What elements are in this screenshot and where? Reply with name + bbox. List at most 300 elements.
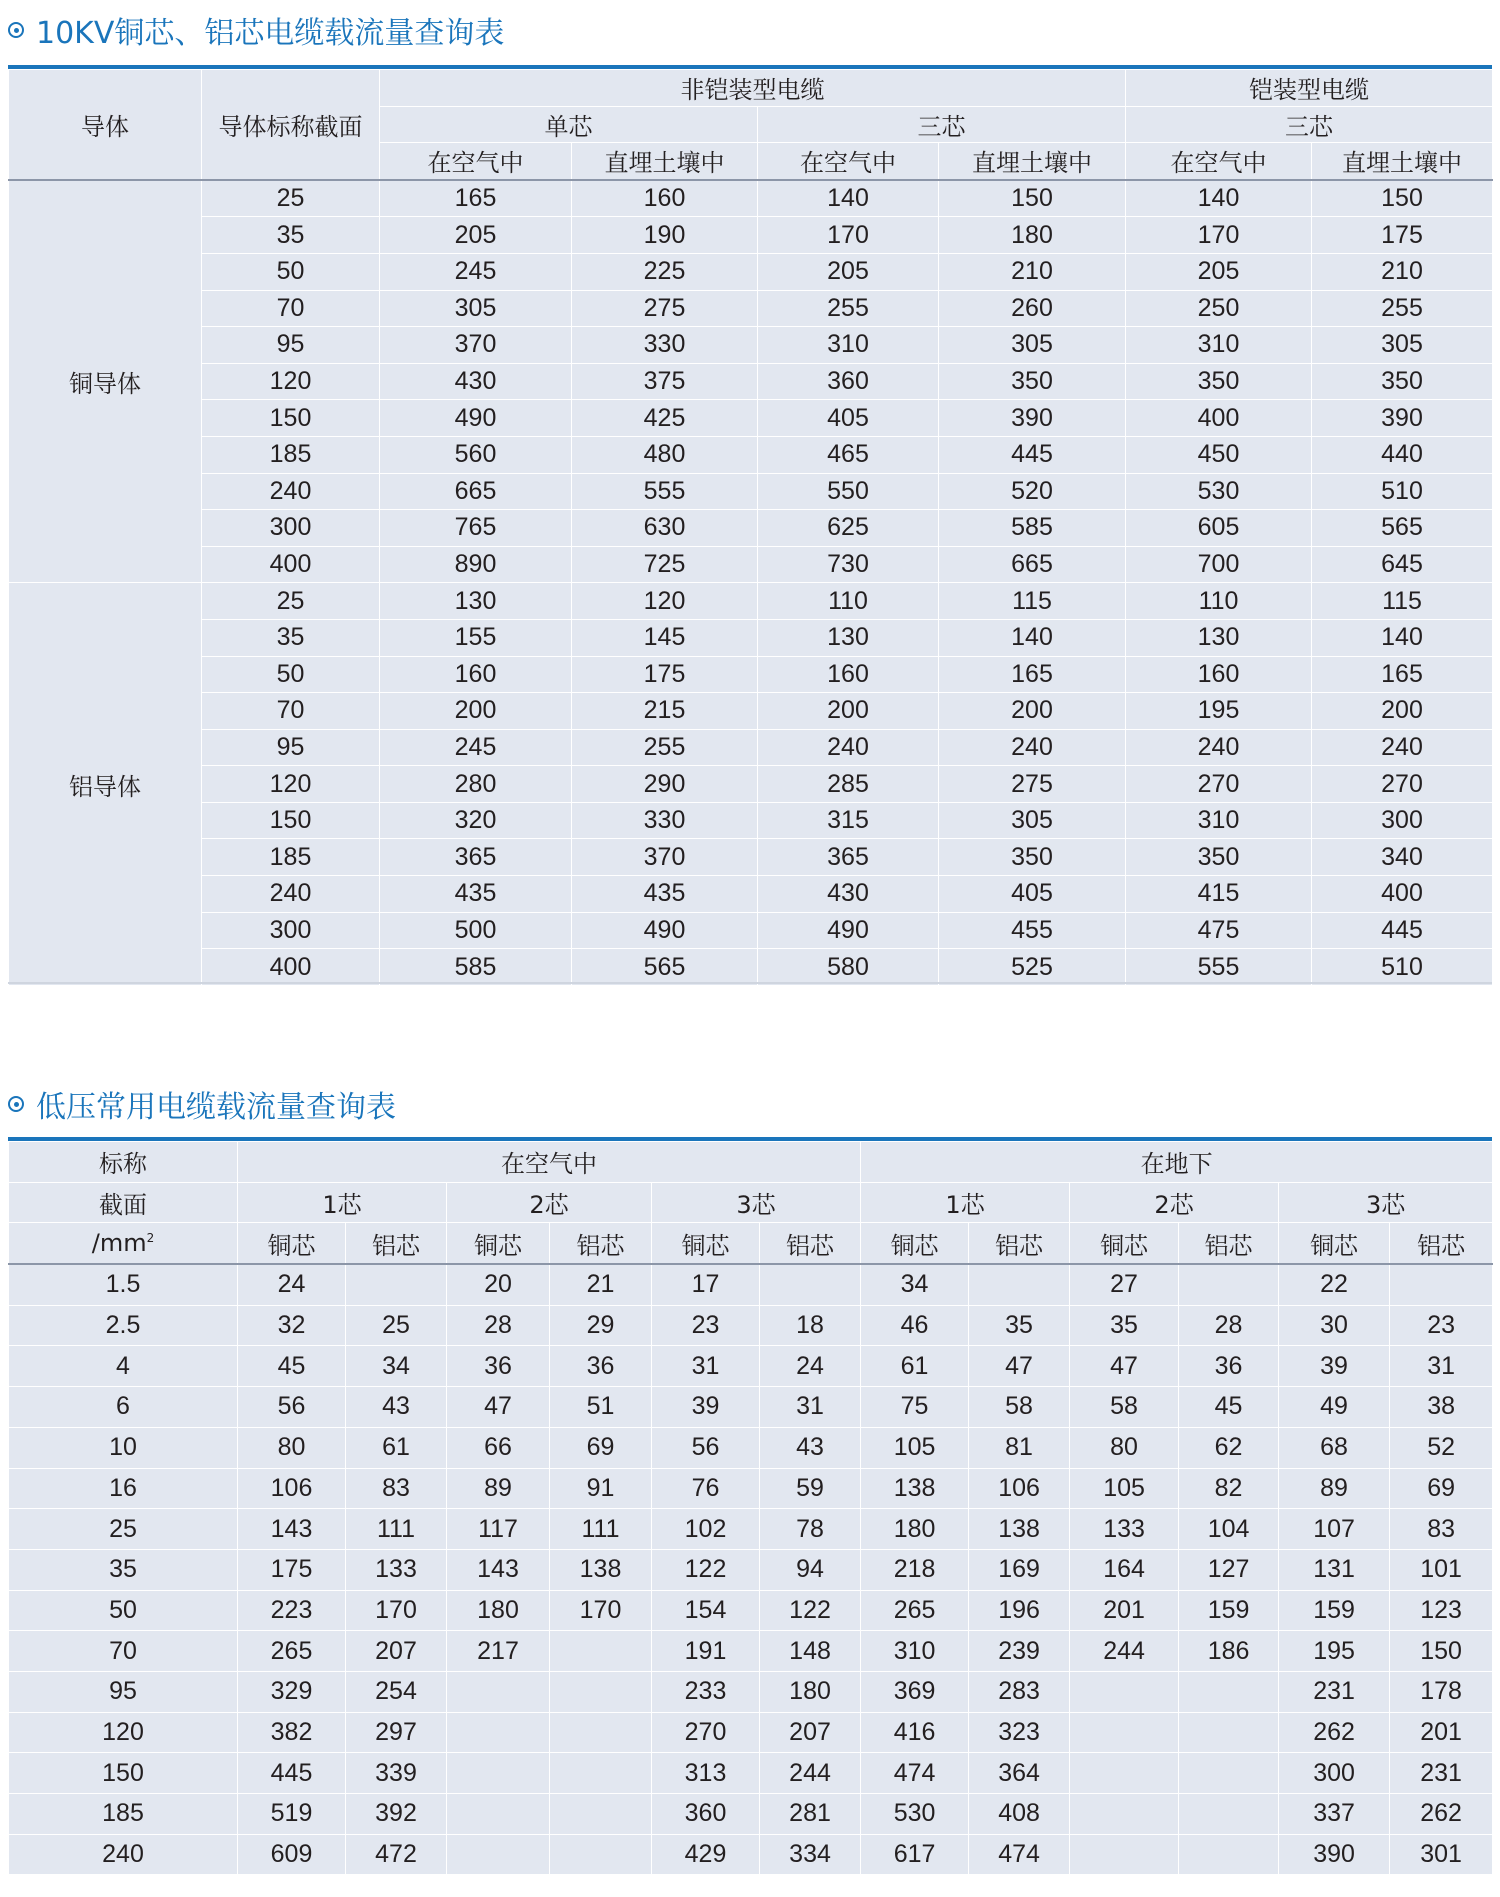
- ampacity-cell: 115: [1312, 583, 1493, 620]
- cross-section-cell: 240: [202, 473, 380, 510]
- ampacity-cell: 310: [861, 1631, 969, 1672]
- ampacity-cell: 240: [939, 729, 1126, 766]
- ampacity-cell: 281: [760, 1794, 861, 1835]
- section-1-title: [8, 10, 504, 50]
- cross-section-cell: 95: [202, 327, 380, 364]
- ampacity-cell: 301: [1390, 1834, 1493, 1875]
- ampacity-cell: 111: [346, 1509, 447, 1550]
- ampacity-cell: 123: [1390, 1590, 1493, 1631]
- header-core-count: 3芯: [1279, 1182, 1493, 1223]
- ampacity-cell: 58: [1070, 1387, 1179, 1428]
- ampacity-cell: 260: [939, 290, 1126, 327]
- header-material: 铝芯: [969, 1223, 1070, 1264]
- ampacity-cell: [1070, 1712, 1179, 1753]
- ampacity-cell: 445: [939, 436, 1126, 473]
- ampacity-cell: 330: [572, 802, 758, 839]
- header-material: 铜芯: [1279, 1223, 1390, 1264]
- ampacity-cell: 130: [758, 619, 939, 656]
- ampacity-cell: 154: [652, 1590, 760, 1631]
- ampacity-cell: 665: [939, 546, 1126, 583]
- header-three-core: 三芯: [758, 106, 1126, 143]
- ampacity-cell: 89: [447, 1468, 550, 1509]
- table-row: [9, 1671, 1493, 1712]
- ampacity-cell: 450: [1126, 436, 1312, 473]
- cross-section-cell: 1.5: [9, 1264, 238, 1305]
- header-sub: 在空气中: [380, 143, 572, 180]
- ampacity-cell: 215: [572, 693, 758, 730]
- ampacity-cell: 28: [447, 1305, 550, 1346]
- table-row: [9, 253, 1493, 290]
- ampacity-cell: 430: [758, 876, 939, 913]
- ampacity-cell: 350: [1126, 363, 1312, 400]
- ampacity-cell: 218: [861, 1549, 969, 1590]
- header-sub: 直埋土壤中: [1312, 143, 1493, 180]
- ampacity-cell: 195: [1126, 693, 1312, 730]
- ampacity-cell: 382: [238, 1712, 346, 1753]
- circle-dot-icon: [8, 22, 24, 38]
- ampacity-cell: 159: [1279, 1590, 1390, 1631]
- ampacity-cell: 205: [1126, 253, 1312, 290]
- ampacity-cell: 305: [939, 802, 1126, 839]
- header-three-core-armored: 三芯: [1126, 106, 1493, 143]
- ampacity-cell: [346, 1264, 447, 1305]
- ampacity-cell: 122: [652, 1549, 760, 1590]
- table-row: [9, 400, 1493, 437]
- ampacity-cell: 186: [1179, 1631, 1279, 1672]
- ampacity-cell: 390: [939, 400, 1126, 437]
- ampacity-cell: 265: [238, 1631, 346, 1672]
- ampacity-cell: 105: [861, 1427, 969, 1468]
- ampacity-cell: 165: [1312, 656, 1493, 693]
- table-row: [9, 290, 1493, 327]
- ampacity-cell: 159: [1179, 1590, 1279, 1631]
- ampacity-cell: 265: [861, 1590, 969, 1631]
- ampacity-cell: 76: [652, 1468, 760, 1509]
- ampacity-cell: 150: [939, 180, 1126, 217]
- header-sub: 直埋土壤中: [572, 143, 758, 180]
- ampacity-cell: 201: [1070, 1590, 1179, 1631]
- ampacity-cell: 61: [346, 1427, 447, 1468]
- header-material: 铝芯: [760, 1223, 861, 1264]
- table-row: [9, 1509, 1493, 1550]
- ampacity-cell: 36: [1179, 1346, 1279, 1387]
- header-sub: 直埋土壤中: [939, 143, 1126, 180]
- table-row: [9, 363, 1493, 400]
- ampacity-cell: 61: [861, 1346, 969, 1387]
- ampacity-cell: 585: [939, 510, 1126, 547]
- ampacity-cell: 305: [380, 290, 572, 327]
- ampacity-cell: 305: [939, 327, 1126, 364]
- ampacity-cell: [760, 1264, 861, 1305]
- ampacity-cell: 160: [380, 656, 572, 693]
- ampacity-cell: 133: [346, 1549, 447, 1590]
- ampacity-cell: 445: [1312, 912, 1493, 949]
- table-row: [9, 583, 1493, 620]
- ampacity-cell: 255: [572, 729, 758, 766]
- cross-section-cell: 35: [9, 1549, 238, 1590]
- ampacity-cell: 255: [758, 290, 939, 327]
- ampacity-cell: 180: [939, 217, 1126, 254]
- cross-section-cell: 95: [9, 1671, 238, 1712]
- ampacity-cell: 105: [1070, 1468, 1179, 1509]
- table-row: [9, 1305, 1493, 1346]
- ampacity-cell: 530: [1126, 473, 1312, 510]
- ampacity-cell: 310: [1126, 327, 1312, 364]
- header-material: 铜芯: [447, 1223, 550, 1264]
- ampacity-cell: 519: [238, 1794, 346, 1835]
- ampacity-cell: 22: [1279, 1264, 1390, 1305]
- section-2-title: [8, 1084, 396, 1124]
- ampacity-cell: 405: [939, 876, 1126, 913]
- cross-section-cell: 6: [9, 1387, 238, 1428]
- header-material: 铜芯: [861, 1223, 969, 1264]
- ampacity-cell: 550: [758, 473, 939, 510]
- ampacity-cell: [447, 1712, 550, 1753]
- ampacity-cell: 160: [572, 180, 758, 217]
- ampacity-cell: 23: [1390, 1305, 1493, 1346]
- cross-section-cell: 4: [9, 1346, 238, 1387]
- ampacity-cell: 365: [380, 839, 572, 876]
- ampacity-cell: 148: [760, 1631, 861, 1672]
- ampacity-cell: 580: [758, 949, 939, 986]
- table-row: [9, 802, 1493, 839]
- ampacity-cell: 28: [1179, 1305, 1279, 1346]
- ampacity-cell: 474: [861, 1753, 969, 1794]
- ampacity-cell: 217: [447, 1631, 550, 1672]
- ampacity-cell: 39: [1279, 1346, 1390, 1387]
- ampacity-cell: 91: [550, 1468, 652, 1509]
- ampacity-cell: 180: [861, 1509, 969, 1550]
- ampacity-cell: 110: [758, 583, 939, 620]
- ampacity-cell: 39: [652, 1387, 760, 1428]
- ampacity-cell: 104: [1179, 1509, 1279, 1550]
- ampacity-cell: 617: [861, 1834, 969, 1875]
- ampacity-cell: 32: [238, 1305, 346, 1346]
- ampacity-cell: 250: [1126, 290, 1312, 327]
- ampacity-cell: [1390, 1264, 1493, 1305]
- ampacity-cell: 106: [969, 1468, 1070, 1509]
- ampacity-cell: 52: [1390, 1427, 1493, 1468]
- ampacity-cell: 155: [380, 619, 572, 656]
- ampacity-cell: 47: [1070, 1346, 1179, 1387]
- ampacity-cell: 69: [1390, 1468, 1493, 1509]
- ampacity-cell: 585: [380, 949, 572, 986]
- ampacity-cell: 45: [238, 1346, 346, 1387]
- ampacity-cell: 80: [238, 1427, 346, 1468]
- cross-section-cell: 70: [202, 290, 380, 327]
- cross-section-cell: 300: [202, 912, 380, 949]
- table-row: [9, 327, 1493, 364]
- ampacity-cell: 369: [861, 1671, 969, 1712]
- table-row: [9, 656, 1493, 693]
- ampacity-cell: [1179, 1753, 1279, 1794]
- ampacity-cell: 370: [380, 327, 572, 364]
- ampacity-cell: 191: [652, 1631, 760, 1672]
- ampacity-cell: 240: [1126, 729, 1312, 766]
- ampacity-cell: 24: [760, 1346, 861, 1387]
- ampacity-cell: 201: [1390, 1712, 1493, 1753]
- ampacity-cell: 102: [652, 1509, 760, 1550]
- ampacity-cell: 455: [939, 912, 1126, 949]
- ampacity-cell: 170: [346, 1590, 447, 1631]
- ampacity-cell: 490: [758, 912, 939, 949]
- ampacity-cell: 130: [380, 583, 572, 620]
- ampacity-cell: 165: [380, 180, 572, 217]
- header-material: 铝芯: [550, 1223, 652, 1264]
- ampacity-cell: 200: [758, 693, 939, 730]
- header-material: 铝芯: [1179, 1223, 1279, 1264]
- ampacity-cell: 68: [1279, 1427, 1390, 1468]
- ampacity-cell: 35: [1070, 1305, 1179, 1346]
- ampacity-cell: 17: [652, 1264, 760, 1305]
- ampacity-cell: 223: [238, 1590, 346, 1631]
- ampacity-cell: 305: [1312, 327, 1493, 364]
- ampacity-cell: 196: [969, 1590, 1070, 1631]
- ampacity-cell: 130: [1126, 619, 1312, 656]
- ampacity-cell: [1070, 1753, 1179, 1794]
- ampacity-cell: 83: [1390, 1509, 1493, 1550]
- ampacity-cell: 339: [346, 1753, 447, 1794]
- table-row: [9, 839, 1493, 876]
- lv-cable-table: [8, 1141, 1493, 1875]
- header-unit: [9, 1223, 238, 1264]
- ampacity-cell: 138: [969, 1509, 1070, 1550]
- ampacity-cell: 47: [447, 1387, 550, 1428]
- ampacity-cell: 425: [572, 400, 758, 437]
- table-row: [9, 1712, 1493, 1753]
- ampacity-cell: 94: [760, 1549, 861, 1590]
- ampacity-cell: 350: [1126, 839, 1312, 876]
- ampacity-cell: 165: [939, 656, 1126, 693]
- ampacity-cell: 360: [758, 363, 939, 400]
- cross-section-cell: 35: [202, 217, 380, 254]
- ampacity-cell: 101: [1390, 1549, 1493, 1590]
- table-row: [9, 912, 1493, 949]
- ampacity-cell: 520: [939, 473, 1126, 510]
- header-core-count: 2芯: [1070, 1182, 1279, 1223]
- ampacity-cell: 115: [939, 583, 1126, 620]
- ampacity-cell: 143: [238, 1509, 346, 1550]
- cross-section-cell: 95: [202, 729, 380, 766]
- hv-cable-table: [8, 69, 1493, 986]
- ampacity-cell: 30: [1279, 1305, 1390, 1346]
- ampacity-cell: 310: [758, 327, 939, 364]
- ampacity-cell: 290: [572, 766, 758, 803]
- ampacity-cell: 180: [447, 1590, 550, 1631]
- ampacity-cell: 24: [238, 1264, 346, 1305]
- ampacity-cell: 31: [1390, 1346, 1493, 1387]
- ampacity-cell: 110: [1126, 583, 1312, 620]
- ampacity-cell: [447, 1834, 550, 1875]
- ampacity-cell: 205: [380, 217, 572, 254]
- ampacity-cell: 56: [238, 1387, 346, 1428]
- ampacity-cell: 131: [1279, 1549, 1390, 1590]
- ampacity-cell: 283: [969, 1671, 1070, 1712]
- conductor-group-label: 铜导体: [9, 180, 202, 583]
- ampacity-cell: 207: [760, 1712, 861, 1753]
- ampacity-cell: 400: [1126, 400, 1312, 437]
- cross-section-cell: 25: [202, 583, 380, 620]
- ampacity-cell: [550, 1631, 652, 1672]
- ampacity-cell: 21: [550, 1264, 652, 1305]
- cross-section-cell: 70: [9, 1631, 238, 1672]
- header-core-count: 1芯: [238, 1182, 447, 1223]
- ampacity-cell: 233: [652, 1671, 760, 1712]
- header-core-count: 3芯: [652, 1182, 861, 1223]
- ampacity-cell: 49: [1279, 1387, 1390, 1428]
- ampacity-cell: [550, 1794, 652, 1835]
- cross-section-cell: 185: [202, 436, 380, 473]
- ampacity-cell: 138: [550, 1549, 652, 1590]
- ampacity-cell: [1179, 1834, 1279, 1875]
- ampacity-cell: 700: [1126, 546, 1312, 583]
- cross-section-cell: 400: [202, 949, 380, 986]
- ampacity-cell: 150: [1390, 1631, 1493, 1672]
- ampacity-cell: 122: [760, 1590, 861, 1631]
- ampacity-cell: 510: [1312, 949, 1493, 986]
- ampacity-cell: [550, 1712, 652, 1753]
- cross-section-cell: 16: [9, 1468, 238, 1509]
- ampacity-cell: [1179, 1794, 1279, 1835]
- table-row: [9, 180, 1493, 217]
- ampacity-cell: 255: [1312, 290, 1493, 327]
- ampacity-cell: 245: [380, 253, 572, 290]
- cross-section-cell: 120: [202, 766, 380, 803]
- header-unit-superscript: 2: [146, 1231, 155, 1246]
- ampacity-cell: 350: [939, 839, 1126, 876]
- ampacity-cell: 405: [758, 400, 939, 437]
- ampacity-cell: 46: [861, 1305, 969, 1346]
- ampacity-cell: 169: [969, 1549, 1070, 1590]
- header-sub: 在空气中: [758, 143, 939, 180]
- ampacity-cell: 23: [652, 1305, 760, 1346]
- header-in-air: 在空气中: [238, 1142, 861, 1183]
- ampacity-cell: 231: [1279, 1671, 1390, 1712]
- ampacity-cell: 329: [238, 1671, 346, 1712]
- ampacity-cell: 408: [969, 1794, 1070, 1835]
- ampacity-cell: 262: [1279, 1712, 1390, 1753]
- ampacity-cell: 45: [1179, 1387, 1279, 1428]
- ampacity-cell: 320: [380, 802, 572, 839]
- ampacity-cell: 225: [572, 253, 758, 290]
- table-row: [9, 693, 1493, 730]
- ampacity-cell: 175: [238, 1549, 346, 1590]
- ampacity-cell: 29: [550, 1305, 652, 1346]
- cross-section-cell: 185: [9, 1794, 238, 1835]
- ampacity-cell: 645: [1312, 546, 1493, 583]
- ampacity-cell: 240: [1312, 729, 1493, 766]
- ampacity-cell: 78: [760, 1509, 861, 1550]
- cross-section-cell: 185: [202, 839, 380, 876]
- ampacity-cell: 300: [1312, 802, 1493, 839]
- ampacity-cell: 392: [346, 1794, 447, 1835]
- ampacity-cell: 474: [969, 1834, 1070, 1875]
- ampacity-cell: 555: [1126, 949, 1312, 986]
- ampacity-cell: [550, 1834, 652, 1875]
- ampacity-cell: 280: [380, 766, 572, 803]
- ampacity-cell: 140: [758, 180, 939, 217]
- ampacity-cell: 190: [572, 217, 758, 254]
- ampacity-cell: 47: [969, 1346, 1070, 1387]
- ampacity-cell: 145: [572, 619, 758, 656]
- ampacity-cell: 69: [550, 1427, 652, 1468]
- ampacity-cell: 565: [572, 949, 758, 986]
- table-row: [9, 217, 1493, 254]
- ampacity-cell: 270: [1126, 766, 1312, 803]
- ampacity-cell: 350: [1312, 363, 1493, 400]
- ampacity-cell: 62: [1179, 1427, 1279, 1468]
- ampacity-cell: 200: [939, 693, 1126, 730]
- ampacity-cell: 350: [939, 363, 1126, 400]
- circle-dot-icon: [8, 1096, 24, 1112]
- table-row: [9, 766, 1493, 803]
- ampacity-cell: 440: [1312, 436, 1493, 473]
- section-1-bottom-line: [8, 982, 1492, 984]
- cross-section-cell: 150: [202, 802, 380, 839]
- table-row: [9, 473, 1493, 510]
- cross-section-cell: 400: [202, 546, 380, 583]
- table-row: [9, 1346, 1493, 1387]
- header-core-count: 1芯: [861, 1182, 1070, 1223]
- ampacity-cell: 43: [760, 1427, 861, 1468]
- table-row: [9, 1549, 1493, 1590]
- ampacity-cell: 555: [572, 473, 758, 510]
- ampacity-cell: [447, 1753, 550, 1794]
- ampacity-cell: 150: [1312, 180, 1493, 217]
- ampacity-cell: 429: [652, 1834, 760, 1875]
- ampacity-cell: [1070, 1671, 1179, 1712]
- ampacity-cell: 472: [346, 1834, 447, 1875]
- table-row: [9, 1264, 1493, 1305]
- header-single-core: 单芯: [380, 106, 758, 143]
- cross-section-cell: 150: [202, 400, 380, 437]
- ampacity-cell: 180: [760, 1671, 861, 1712]
- ampacity-cell: 275: [939, 766, 1126, 803]
- ampacity-cell: 170: [550, 1590, 652, 1631]
- cross-section-cell: 2.5: [9, 1305, 238, 1346]
- ampacity-cell: 480: [572, 436, 758, 473]
- ampacity-cell: 35: [969, 1305, 1070, 1346]
- ampacity-cell: 25: [346, 1305, 447, 1346]
- hv-table-body: [9, 180, 1493, 986]
- ampacity-cell: 82: [1179, 1468, 1279, 1509]
- ampacity-cell: 890: [380, 546, 572, 583]
- ampacity-cell: [1179, 1264, 1279, 1305]
- ampacity-cell: 89: [1279, 1468, 1390, 1509]
- table-row: [9, 1468, 1493, 1509]
- ampacity-cell: [969, 1264, 1070, 1305]
- header-armored: 铠装型电缆: [1126, 70, 1493, 107]
- header-nominal: 标称: [9, 1142, 238, 1183]
- ampacity-cell: 310: [1126, 802, 1312, 839]
- ampacity-cell: 195: [1279, 1631, 1390, 1672]
- ampacity-cell: 138: [861, 1468, 969, 1509]
- ampacity-cell: 270: [1312, 766, 1493, 803]
- ampacity-cell: 36: [447, 1346, 550, 1387]
- ampacity-cell: 175: [572, 656, 758, 693]
- ampacity-cell: 665: [380, 473, 572, 510]
- ampacity-cell: 490: [380, 400, 572, 437]
- ampacity-cell: [1070, 1834, 1179, 1875]
- ampacity-cell: 20: [447, 1264, 550, 1305]
- table-row: [9, 1834, 1493, 1875]
- ampacity-cell: 254: [346, 1671, 447, 1712]
- cross-section-cell: 120: [9, 1712, 238, 1753]
- header-material: 铜芯: [238, 1223, 346, 1264]
- cross-section-cell: 35: [202, 619, 380, 656]
- ampacity-cell: 510: [1312, 473, 1493, 510]
- ampacity-cell: 315: [758, 802, 939, 839]
